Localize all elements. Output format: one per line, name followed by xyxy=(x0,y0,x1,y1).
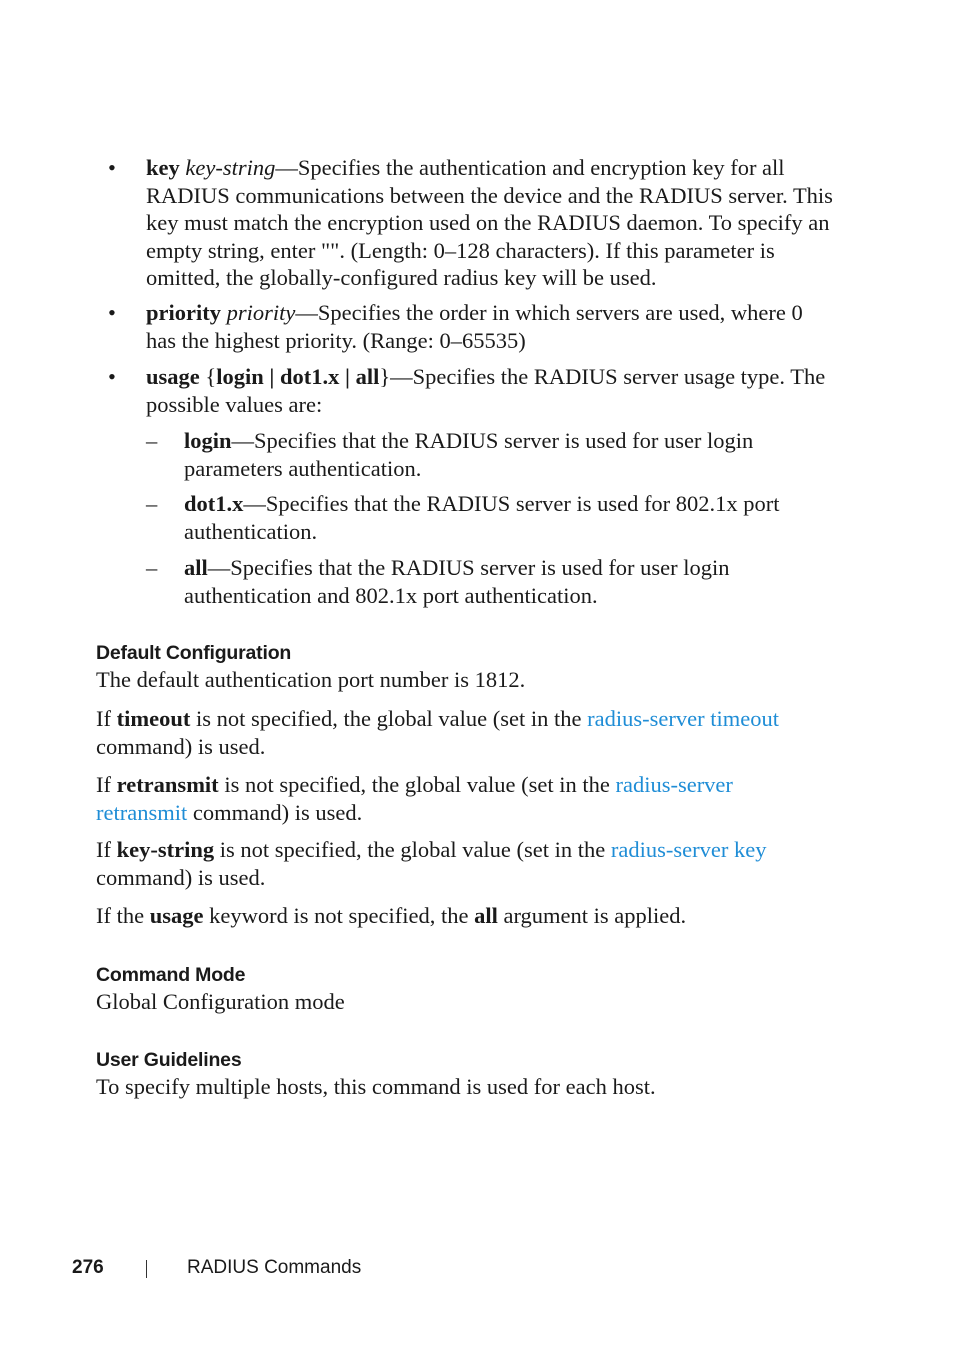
keyword: usage xyxy=(146,364,200,389)
heading-command-mode: Command Mode xyxy=(96,964,246,986)
syntax-brace: } xyxy=(379,364,391,389)
argument: key-string xyxy=(185,155,276,180)
text: argument is applied. xyxy=(497,903,687,928)
option: all xyxy=(355,364,380,389)
description: —Specifies the order in which servers are used, where 0 has the highest priority. (Range: 0–65535) xyxy=(146,300,803,353)
separator: | xyxy=(339,364,356,389)
text: is not specified, the global value (set in the xyxy=(218,772,616,797)
heading-user-guidelines: User Guidelines xyxy=(96,1049,242,1071)
syntax-brace: { xyxy=(199,364,217,389)
text: If xyxy=(96,772,117,797)
footer-divider xyxy=(146,1260,147,1278)
dash-mark: – xyxy=(146,428,158,453)
description: —Specifies the RADIUS server usage type. The possible values are: xyxy=(146,364,826,417)
bullet-mark: • xyxy=(108,364,116,389)
option: dot1.x xyxy=(279,364,340,389)
text: command) is used. xyxy=(96,864,266,890)
text: If xyxy=(96,706,117,731)
bullet-mark: • xyxy=(108,300,116,325)
bullet-text xyxy=(146,363,836,418)
link-radius-server-retransmit[interactable]: radius-server retransmit xyxy=(96,772,733,825)
heading-default-configuration: Default Configuration xyxy=(96,642,292,664)
paragraph-retransmit xyxy=(96,771,826,826)
description: —Specifies the authentication and encryption key for all RADIUS communications between the device and the RADIUS server. This key must match the encryption used on the RADIUS daemon. To specify an empty string, enter "". (Length: 0–128 characters). If this parameter is omitted, the globally-configured radius key will be used. xyxy=(146,155,833,290)
separator: | xyxy=(263,364,280,389)
text: is not specified, the global value (set in the xyxy=(190,706,588,731)
argument: priority xyxy=(226,300,296,325)
paragraph-default-port: The default authentication port number is 1812. xyxy=(96,667,526,692)
paragraph-timeout xyxy=(96,705,826,760)
paragraph-command-mode: Global Configuration mode xyxy=(96,989,345,1014)
text: is not specified, the global value (set in the xyxy=(214,837,611,862)
description: —Specifies that the RADIUS server is used for user login authentication and 802.1x port authentication. xyxy=(184,555,730,608)
keyword: all xyxy=(474,903,498,928)
keyword: login xyxy=(184,428,232,453)
link-radius-server-key[interactable]: radius-server key xyxy=(610,837,767,862)
page-number: 276 xyxy=(72,1257,104,1278)
description: —Specifies that the RADIUS server is used for user login parameters authentication. xyxy=(184,428,754,481)
text: If the xyxy=(96,903,150,928)
sub-item-text xyxy=(184,554,824,609)
keyword: retransmit xyxy=(116,772,219,797)
link-radius-server-timeout[interactable]: radius-server timeout xyxy=(587,706,779,731)
keyword: timeout xyxy=(116,706,191,731)
keyword: all xyxy=(184,555,208,580)
dash-mark: – xyxy=(146,491,158,516)
sub-item-text xyxy=(184,427,824,482)
keyword: key-string xyxy=(116,837,215,862)
keyword: dot1.x xyxy=(184,491,244,516)
text: command) is used. xyxy=(187,799,363,825)
paragraph-user-guidelines: To specify multiple hosts, this command is used for each host. xyxy=(96,1074,656,1099)
bullet-text xyxy=(146,154,836,292)
keyword: usage xyxy=(149,903,204,928)
description: —Specifies that the RADIUS server is used for 802.1x port authentication. xyxy=(184,491,780,544)
text: command) is used. xyxy=(96,733,266,759)
bullet-text xyxy=(146,299,836,354)
option: login xyxy=(216,364,264,389)
bullet-mark: • xyxy=(108,155,116,180)
text: keyword is not specified, the xyxy=(203,903,475,928)
footer-section-title: RADIUS Commands xyxy=(187,1257,362,1278)
keyword: priority xyxy=(146,300,221,325)
sub-item-text xyxy=(184,490,824,545)
text: If xyxy=(96,837,117,862)
paragraph-key-string xyxy=(96,836,826,891)
keyword: key xyxy=(146,155,180,180)
paragraph-usage xyxy=(96,902,826,930)
dash-mark: – xyxy=(146,555,158,580)
